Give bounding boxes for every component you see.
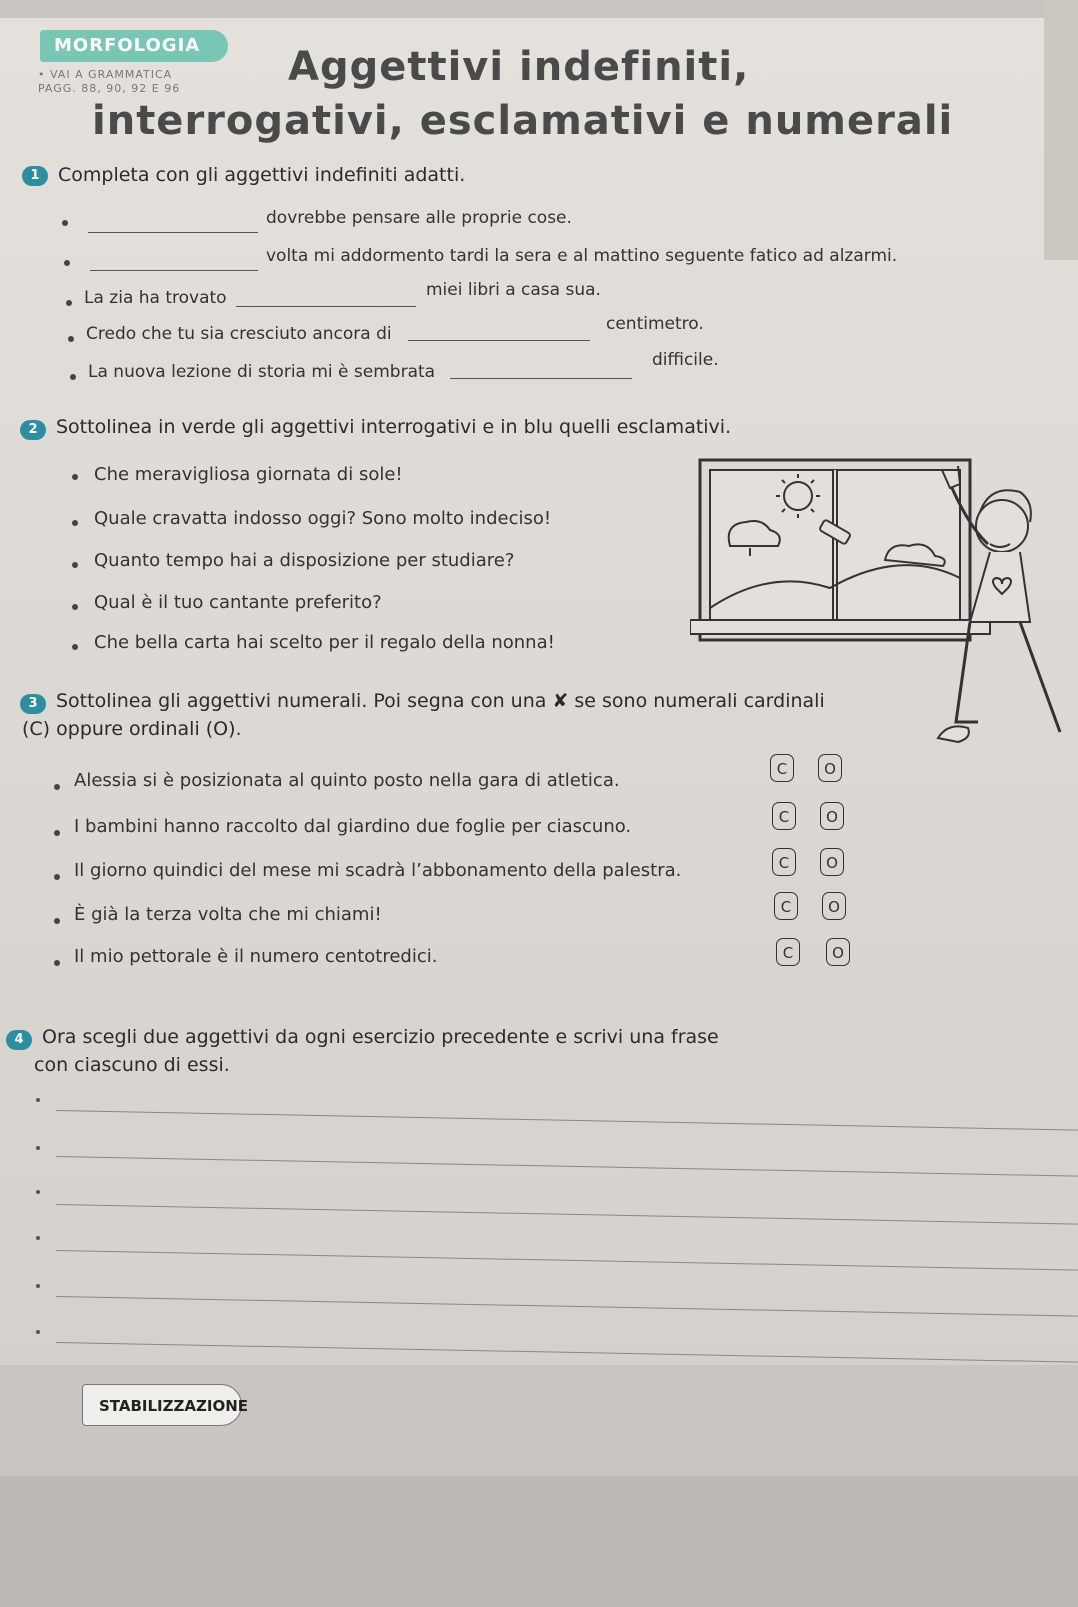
exercise-number-4: 4 — [6, 1030, 32, 1050]
exercise-1-item-3-before: La zia ha trovato — [84, 288, 227, 308]
exercise-number-1: 1 — [22, 166, 48, 186]
bullet — [36, 1236, 40, 1240]
answer-blank[interactable] — [90, 270, 258, 271]
answer-blank[interactable] — [408, 340, 590, 341]
ordinal-checkbox[interactable]: O — [826, 938, 850, 966]
bullet — [72, 520, 78, 526]
exercise-number-3: 3 — [20, 694, 46, 714]
bullet — [70, 374, 76, 380]
cardinal-checkbox[interactable]: C — [772, 848, 796, 876]
exercise-1-item-3-after: miei libri a casa sua. — [426, 280, 601, 300]
bullet — [36, 1330, 40, 1334]
bullet — [64, 260, 70, 266]
bullet — [36, 1284, 40, 1288]
exercise-1-item-4-after: centimetro. — [606, 314, 704, 334]
window-girl-illustration — [690, 448, 1078, 798]
exercise-1-item-2-text: volta mi addormento tardi la sera e al mattino seguente fatico ad alzarmi. — [266, 246, 898, 266]
bullet — [36, 1146, 40, 1150]
ordinal-checkbox[interactable]: O — [820, 802, 844, 830]
exercise-2-item-2: Quale cravatta indosso oggi? Sono molto indeciso! — [94, 508, 552, 529]
exercise-3-instruction-line1: Sottolinea gli aggettivi numerali. Poi segna con una ✘ se sono numerali cardinali — [56, 690, 825, 712]
exercise-2-instruction: Sottolinea in verde gli aggettivi interrogativi e in blu quelli esclamativi. — [56, 416, 732, 438]
exercise-number-2: 2 — [20, 420, 46, 440]
exercise-1-item-5-after: difficile. — [652, 350, 719, 370]
exercise-1-item-1-text: dovrebbe pensare alle proprie cose. — [266, 208, 572, 228]
exercise-3-item-1: Alessia si è posizionata al quinto posto nella gara di atletica. — [74, 770, 620, 791]
bullet — [62, 220, 68, 226]
cardinal-checkbox[interactable]: C — [772, 802, 796, 830]
bullet — [66, 300, 72, 306]
exercise-3-instruction-line2: (C) oppure ordinali (O). — [22, 718, 242, 740]
exercise-1-item-5-before: La nuova lezione di storia mi è sembrata — [88, 362, 436, 382]
ordinal-checkbox[interactable]: O — [818, 754, 842, 782]
window-sill — [690, 620, 990, 634]
bullet — [72, 604, 78, 610]
exercise-2-item-5: Che bella carta hai scelto per il regalo della nonna! — [94, 632, 555, 653]
ordinal-checkbox[interactable]: O — [822, 892, 846, 920]
bullet — [72, 644, 78, 650]
girl-shoe — [938, 726, 969, 742]
bullet — [54, 874, 60, 880]
exercise-3-item-4: È già la terza volta che mi chiami! — [74, 904, 382, 925]
cardinal-checkbox[interactable]: C — [774, 892, 798, 920]
bullet — [72, 474, 78, 480]
exercise-2-item-1: Che meravigliosa giornata di sole! — [94, 464, 403, 485]
exercise-4-instruction-line2: con ciascuno di essi. — [34, 1054, 230, 1076]
ordinal-checkbox[interactable]: O — [820, 848, 844, 876]
bullet — [36, 1098, 40, 1102]
bullet — [54, 918, 60, 924]
exercise-3-item-2: I bambini hanno raccolto dal giardino due foglie per ciascuno. — [74, 816, 632, 837]
bullet — [72, 562, 78, 568]
cardinal-checkbox[interactable]: C — [770, 754, 794, 782]
bullet — [36, 1190, 40, 1194]
exercise-2-item-3: Quanto tempo hai a disposizione per studiare? — [94, 550, 515, 571]
bullet — [54, 830, 60, 836]
girl-body — [970, 552, 1030, 622]
page-reference: PAGG. 88, 90, 92 E 96 — [38, 82, 181, 95]
cardinal-checkbox[interactable]: C — [776, 938, 800, 966]
exercise-1-instruction: Completa con gli aggettivi indefiniti adatti. — [58, 164, 466, 186]
page-title-line2: interrogativi, esclamativi e numerali — [92, 98, 954, 144]
table-surface — [0, 1476, 1078, 1607]
answer-blank[interactable] — [236, 306, 416, 307]
section-label: MORFOLOGIA — [40, 30, 228, 62]
stabilization-label: STABILIZZAZIONE — [82, 1384, 242, 1426]
grammar-reference: • VAI A GRAMMATICA — [38, 68, 173, 81]
exercise-3-item-5: Il mio pettorale è il numero centotredici. — [74, 946, 438, 967]
exercise-1-item-4-before: Credo che tu sia cresciuto ancora di — [86, 324, 392, 344]
answer-blank[interactable] — [88, 232, 258, 233]
page-edge — [1044, 0, 1078, 260]
bullet — [68, 336, 74, 342]
bullet — [54, 960, 60, 966]
girl-head — [976, 500, 1028, 552]
answer-blank[interactable] — [450, 378, 632, 379]
exercise-2-item-4: Qual è il tuo cantante preferito? — [94, 592, 382, 613]
page-title-line1: Aggettivi indefiniti, — [288, 44, 750, 90]
exercise-4-instruction-line1: Ora scegli due aggettivi da ogni esercizio precedente e scrivi una frase — [42, 1026, 719, 1048]
bullet — [54, 784, 60, 790]
exercise-3-item-3: Il giorno quindici del mese mi scadrà l’abbonamento della palestra. — [74, 860, 682, 881]
